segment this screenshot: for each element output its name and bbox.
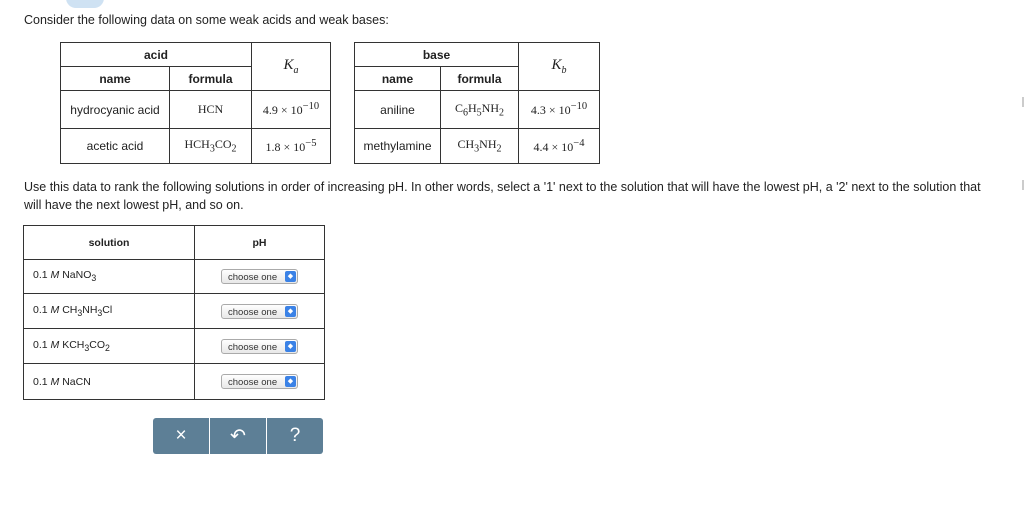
- instructions-text: Use this data to rank the following solutions in order of increasing pH. In other words, select a '1' next to the solution that will have the lowest pH, a '2' next to the solution that will have the next lowest pH, and so on.: [24, 180, 981, 212]
- kb-header: $K_b$: [519, 43, 600, 91]
- ph-rank-select[interactable]: choose one ◆: [221, 374, 298, 389]
- ph-cell: [195, 364, 325, 400]
- ph-rank-select[interactable]: choose one ◆: [221, 269, 298, 284]
- acid-group-header: acid: [61, 43, 252, 67]
- kb-value-cell: $4.4 \times 10^{-4}$: [519, 129, 600, 164]
- ka-value-cell: $1.8 \times 10^{-5}$: [252, 129, 331, 164]
- base-formula-cell: $C_6H_5NH_2$: [441, 91, 519, 129]
- solution-cell: 0.1 M NaNO$_3$: [24, 260, 195, 294]
- ph-rank-select[interactable]: choose one ◆: [221, 304, 298, 319]
- ph-rank-select[interactable]: choose one ◆: [221, 339, 298, 354]
- ph-cell: [195, 329, 325, 364]
- select-arrows-icon: ◆: [285, 376, 296, 387]
- solution-cell: 0.1 M $CH_3NH_3Cl$: [24, 294, 195, 329]
- close-icon: ×: [175, 425, 187, 446]
- base-name-cell: aniline: [355, 91, 441, 129]
- acid-formula-cell: $HCH_3CO_2$: [170, 129, 252, 164]
- acid-formula-header: formula: [170, 67, 252, 91]
- select-arrows-icon: ◆: [285, 341, 296, 352]
- undo-button[interactable]: [210, 418, 267, 454]
- acid-table: [60, 42, 331, 164]
- acid-name-cell: acetic acid: [61, 129, 170, 164]
- base-name-header: name: [355, 67, 441, 91]
- base-table: [354, 42, 600, 164]
- intro-text: Consider the following data on some weak acids and weak bases:: [24, 13, 389, 27]
- undo-icon: ↶: [230, 425, 246, 447]
- select-arrows-icon: ◆: [285, 306, 296, 317]
- select-arrows-icon: ◆: [285, 271, 296, 282]
- top-tab-decoration: [66, 0, 104, 8]
- ka-header: $K_a$: [252, 43, 331, 91]
- solution-cell: 0.1 M $KCH_3CO_2$: [24, 329, 195, 364]
- ph-header: pH: [195, 226, 325, 260]
- kb-value-cell: $4.3 \times 10^{-10}$: [519, 91, 600, 129]
- base-group-header: base: [355, 43, 519, 67]
- acid-name-cell: hydrocyanic acid: [61, 91, 170, 129]
- ka-value-cell: $4.9 \times 10^{-10}$: [252, 91, 331, 129]
- base-formula-cell: $CH_3NH_2$: [441, 129, 519, 164]
- ph-cell: [195, 260, 325, 294]
- base-formula-header: formula: [441, 67, 519, 91]
- ranking-table: [23, 225, 325, 400]
- answer-toolbar: [153, 418, 323, 454]
- clear-button[interactable]: [153, 418, 210, 454]
- ph-cell: [195, 294, 325, 329]
- help-icon: ?: [289, 425, 301, 446]
- acid-formula-cell: HCN: [170, 91, 252, 129]
- base-name-cell: methylamine: [355, 129, 441, 164]
- solution-cell: 0.1 M NaCN: [24, 364, 195, 400]
- acid-name-header: name: [61, 67, 170, 91]
- solution-header: solution: [24, 226, 195, 260]
- help-button[interactable]: [267, 418, 323, 454]
